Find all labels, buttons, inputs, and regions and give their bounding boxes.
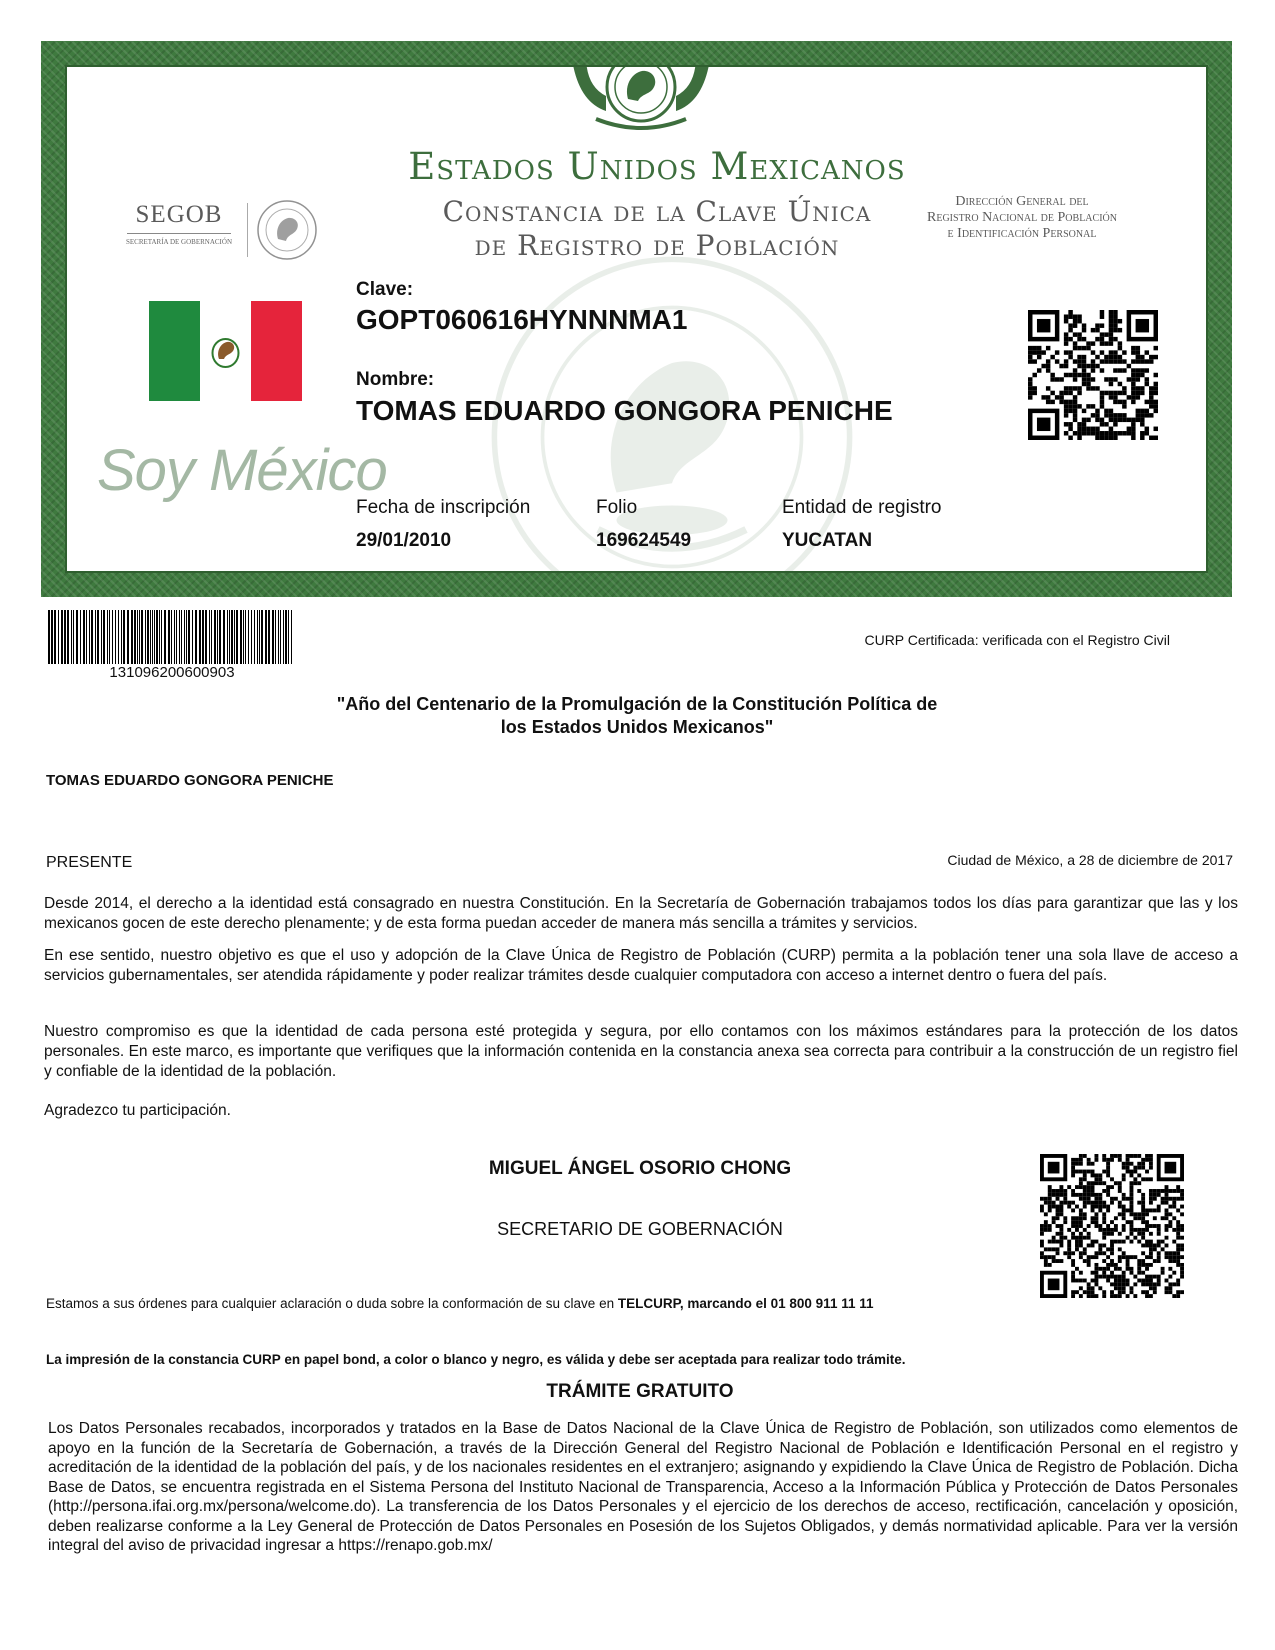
national-coat-of-arms-icon xyxy=(566,65,716,137)
certified-status: CURP Certificada: verificada con el Registro Civil xyxy=(864,632,1170,648)
contact-text: Estamos a sus órdenes para cualquier aclaración o duda sobre la conformación de su clave en xyxy=(46,1296,618,1311)
logo-separator xyxy=(247,203,248,257)
year-motto xyxy=(237,693,1037,739)
contact-info xyxy=(46,1296,874,1311)
year-motto-line-1: "Año del Centenario de la Promulgación de la Constitución Política de xyxy=(336,694,938,714)
validity-notice: La impresión de la constancia CURP en papel bond, a color o blanco y negro, es válida y debe ser aceptada para realizar todo trámite. xyxy=(46,1352,906,1367)
signature-qr-code-icon xyxy=(1039,1154,1185,1298)
letter-paragraph-2: En ese sentido, nuestro objetivo es que el uso y adopción de la Clave Única de Registro de Población (CURP) permita a la población tener una sola llave de acceso a servicios gubernamentales, ser atendida rápidamente y poder realizar trámites desde cualquier computadora con acceso a internet dentro o fuera del país. xyxy=(44,947,1238,984)
nombre-value: TOMAS EDUARDO GONGORA PENICHE xyxy=(356,395,893,426)
segob-seal-icon xyxy=(256,199,318,261)
document-title-line-1: Constancia de la Clave Única xyxy=(442,195,872,228)
letter-paragraph-4: Agradezco tu participación. xyxy=(44,1102,231,1119)
barcode-icon xyxy=(48,610,296,664)
barcode-number: 131096200600903 xyxy=(109,664,235,681)
mexican-flag-icon xyxy=(149,301,302,401)
signer-name: MIGUEL ÁNGEL OSORIO CHONG xyxy=(488,1158,792,1179)
directorate-name xyxy=(897,194,1147,242)
fecha-inscripcion-label: Fecha de inscripción xyxy=(356,497,531,518)
agency-short-name: SEGOB xyxy=(135,201,223,228)
folio-value: 169624549 xyxy=(596,530,692,551)
folio-label: Folio xyxy=(596,497,638,518)
document-title-line-2: de Registro de Población xyxy=(474,229,840,262)
letter-greeting: PRESENTE xyxy=(46,854,133,871)
certificate-inner-panel xyxy=(65,65,1208,573)
directorate-line-3: e Identificación Personal xyxy=(947,226,1097,241)
privacy-notice: Los Datos Personales recabados, incorporados y tratados en la Base de Datos Nacional de la Clave Única de Registro de Población, son utilizados como elementos de apoyo en la función de la Secretaría de Gobernación, a través de la Dirección General del Registro Nacional de Población e Identificación Personal en el registro y acreditación de la identidad de la población del país, y de los nacionales residentes en el extranjero; asignando y expidiendo la Clave Única de Registro de Población. Dicha Base de Datos, se encuentra registrada en el Sistema Persona del Instituto Nacional de Transparencia, Acceso a la Información Pública y Protección de Datos Personales (http://persona.ifai.org.mx/persona/welcome.do). La transferencia de los Datos Personales y el ejercicio de los derechos de acceso, rectificación, cancelación y oposición, deben realizarse conforme a la Ley General de Protección de Datos Personales en Posesión de los Sujetos Obligados, y demás normatividad aplicable. Para ver la versión integral del aviso de privacidad ingresar a https://renapo.gob.mx/ xyxy=(48,1420,1238,1554)
logo-divider xyxy=(127,233,231,234)
directorate-line-1: Dirección General del xyxy=(955,194,1089,209)
clave-label: Clave: xyxy=(356,279,414,300)
country-title: Estados Unidos Mexicanos xyxy=(408,145,906,188)
letter-paragraph-1: Desde 2014, el derecho a la identidad está consagrado en nuestra Constitución. En la Secretaría de Gobernación trabajamos todos los días para garantizar que las y los mexicanos gocen de este derecho plenamente; y de esta forma puedan acceder de manera más sencilla a trámites y servicios. xyxy=(44,895,1238,932)
segob-logo xyxy=(119,197,359,267)
letter-paragraph-3: Nuestro compromiso es que la identidad de cada persona esté protegida y segura, por ello contamos con los máximos estándares para la protección de los datos personales. En este marco, es importante que verifiques que la información contenida en la constancia anexa sea correcta para contribuir a la construcción de un registro fiel y confiable de la identidad de la población. xyxy=(44,1023,1238,1080)
signer-title: SECRETARIO DE GOBERNACIÓN xyxy=(497,1219,783,1239)
year-motto-line-2: los Estados Unidos Mexicanos" xyxy=(500,717,774,737)
entidad-registro-value: YUCATAN xyxy=(782,530,873,551)
clave-value: GOPT060616HYNNNMA1 xyxy=(356,304,688,335)
letter-recipient: TOMAS EDUARDO GONGORA PENICHE xyxy=(46,772,334,789)
nombre-label: Nombre: xyxy=(356,369,435,390)
contact-phone: TELCURP, marcando el 01 800 911 11 11 xyxy=(617,1296,874,1311)
entidad-registro-label: Entidad de registro xyxy=(782,497,942,518)
curp-certificate-card xyxy=(41,41,1232,597)
card-qr-code-icon xyxy=(1028,310,1158,440)
slogan-watermark: Soy México xyxy=(97,438,387,503)
directorate-line-2: Registro Nacional de Población xyxy=(927,210,1117,225)
free-procedure-heading: TRÁMITE GRATUITO xyxy=(546,1381,734,1402)
agency-full-name: SECRETARÍA DE GOBERNACIÓN xyxy=(126,238,232,246)
letter-place-date: Ciudad de México, a 28 de diciembre de 2017 xyxy=(947,852,1233,868)
fecha-inscripcion-value: 29/01/2010 xyxy=(356,530,452,551)
